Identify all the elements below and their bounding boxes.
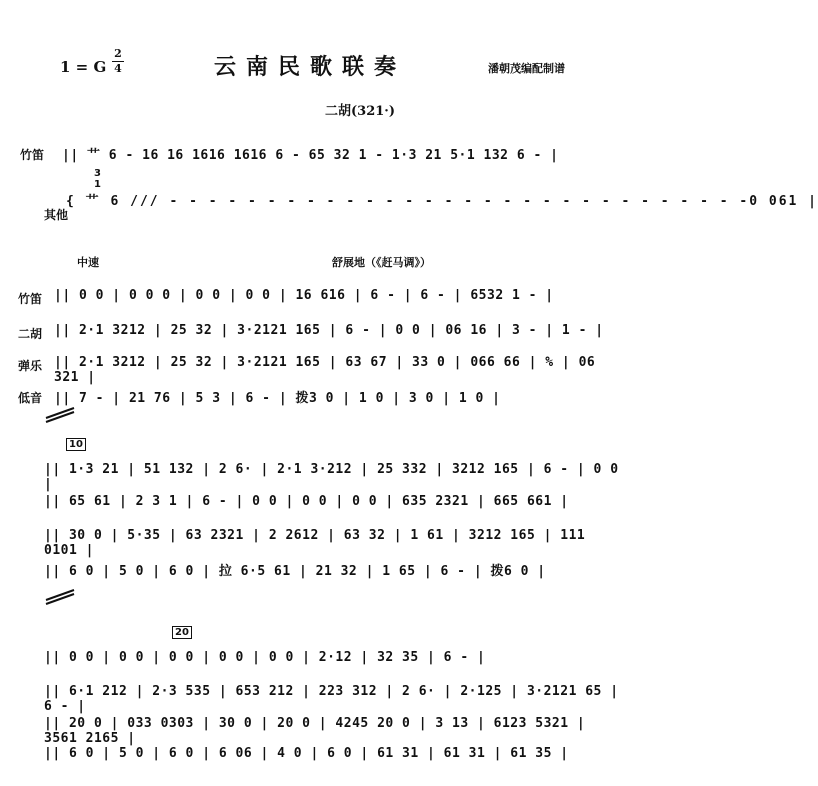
section2-erhu-line: || 65 61 | 2 3 1 | 6 - | 0 0 | 0 0 | 0 0 | 635 2321 | 665 661 | — [44, 494, 569, 509]
erhu-cue: 二胡(321·) — [325, 104, 395, 119]
key-signature: 1 = G — [60, 58, 107, 76]
measure-number: 10 — [66, 438, 86, 451]
section1-bamboo-line: || 0 0 | 0 0 0 | 0 0 | 0 0 | 16 616 | 6 - | 6 - | 6532 1 - | — [54, 288, 554, 303]
instrument-label-bamboo-flute-2: 竹笛 — [18, 292, 43, 306]
intro-other-chord: 3 1 — [94, 168, 101, 190]
section3-plucked-line: || 20 0 | 033 0303 | 30 0 | 20 0 | 4245 20 0 | 3 13 | 6123 5321 | 3561 2165 | — [44, 716, 586, 746]
instrument-label-bass: 低音 — [18, 391, 43, 405]
instrument-label-plucked: 弹乐 — [18, 359, 43, 373]
instrument-label-bamboo-flute: 竹笛 — [20, 148, 45, 162]
tempo-marking-expressive: 舒展地（《赶马调》） — [332, 256, 431, 269]
intro-other-line: { 艹 6 /// - - - - - - - - - - - - - - - - - - - - - - - - - - - - - -0 061 | — [66, 194, 818, 209]
section1-bass-line: || 7 - | 21 76 | 5 3 | 6 - | 拨3 0 | 1 0 | 3 0 | 1 0 | — [54, 391, 501, 406]
time-signature-denominator: 4 — [114, 62, 122, 75]
tempo-marking: 中速 — [77, 256, 99, 269]
measure-number-2: 20 — [172, 626, 192, 639]
section3-bass-line: || 6 0 | 5 0 | 6 0 | 6 06 | 4 0 | 6 0 | 61 31 | 61 31 | 61 35 | — [44, 746, 569, 761]
instrument-label-other: 其他 — [44, 208, 69, 222]
instrument-label-erhu: 二胡 — [18, 327, 43, 341]
section3-bamboo-line: || 0 0 | 0 0 | 0 0 | 0 0 | 0 0 | 2·12 | 32 35 | 6 - | — [44, 650, 486, 665]
intro-bamboo-line: || 艹 6 - 16 16 1616 1616 6 - 65 32 1 - 1·3 21 5·1 132 6 - | — [62, 148, 559, 163]
section1-erhu-line: || 2·1 3212 | 25 32 | 3·2121 165 | 6 - | 0 0 | 06 16 | 3 - | 1 - | — [54, 323, 604, 338]
system-separator-mark-2 — [44, 590, 76, 606]
section3-erhu-line: || 6·1 212 | 2·3 535 | 653 212 | 223 312 | 2 6· | 2·125 | 3·2121 65 | 6 - | — [44, 684, 619, 714]
arranger-credit: 潘朝茂编配制谱 — [488, 62, 565, 75]
section2-plucked-line: || 30 0 | 5·35 | 63 2321 | 2 2612 | 63 32 | 1 61 | 3212 165 | 111 0101 | — [44, 528, 586, 558]
score-title: 云南民歌联奏 — [213, 55, 406, 80]
system-separator-mark — [44, 408, 76, 424]
section1-plucked-line: || 2·1 3212 | 25 32 | 3·2121 165 | 63 67 | 33 0 | 066 66 | % | 06 321 | — [54, 355, 596, 385]
section2-bass-line: || 6 0 | 5 0 | 6 0 | 拉 6·5 61 | 21 32 | 1 65 | 6 - | 拨6 0 | — [44, 564, 546, 579]
section2-bamboo-line: || 1·3 21 | 51 132 | 2 6· | 2·1 3·212 | 25 332 | 3212 165 | 6 - | 0 0 | — [44, 462, 619, 492]
time-signature-numerator: 2 — [114, 47, 122, 60]
